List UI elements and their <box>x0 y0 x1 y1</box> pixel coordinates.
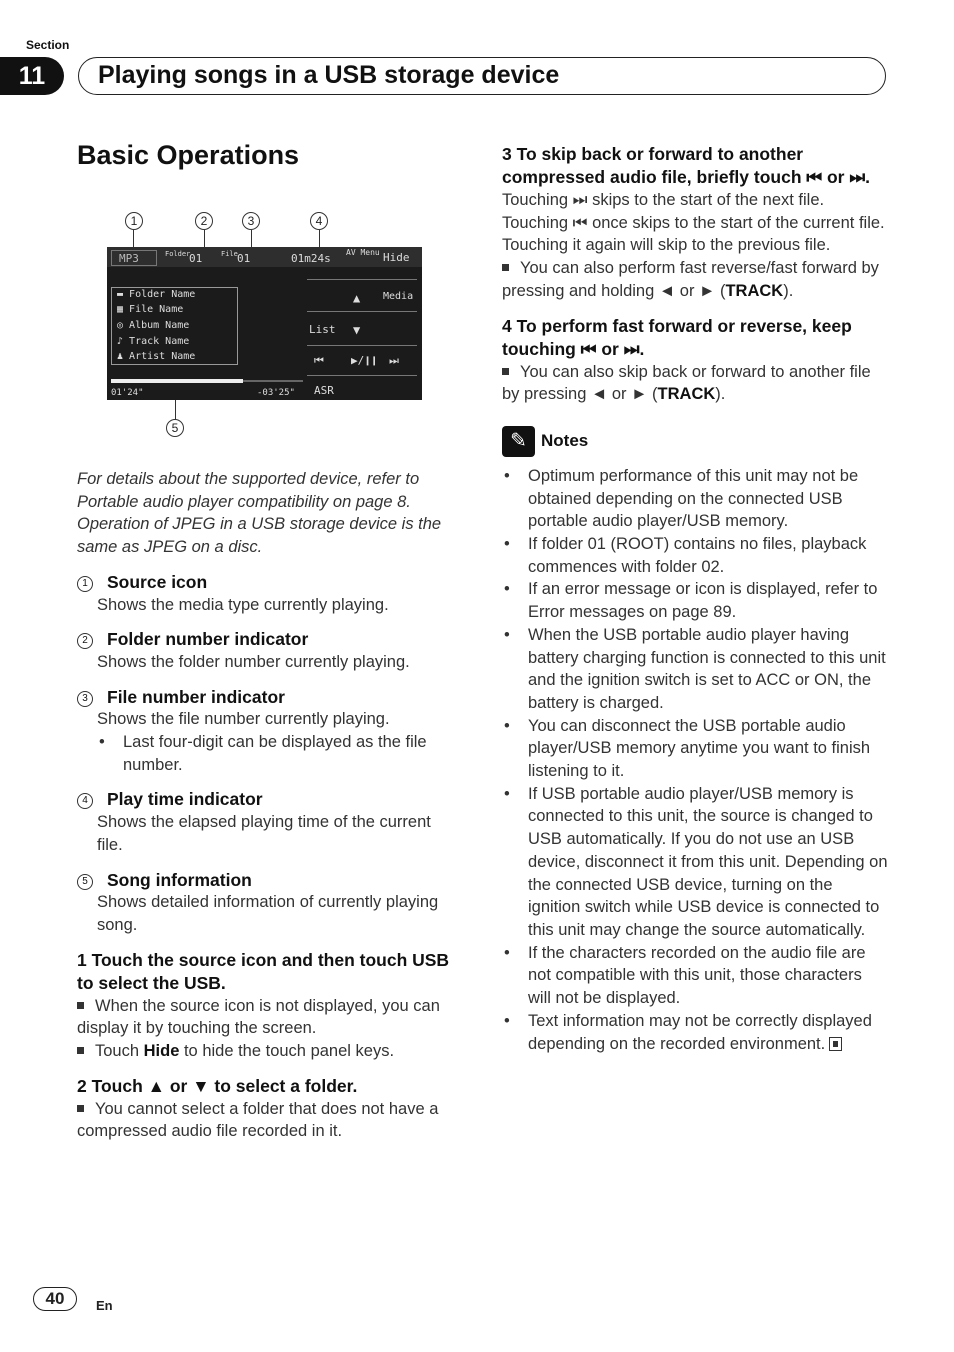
down-arrow-icon: ▼ <box>353 323 361 337</box>
next-track-icon: ⏭ <box>389 354 399 367</box>
av-menu-key: AV Menu <box>346 248 380 257</box>
callout-4: 4 <box>310 212 328 230</box>
file-label: File <box>221 250 238 258</box>
item-song-info: 5 Song information Shows detailed information of currently playing song. <box>77 869 457 937</box>
page-title: Playing songs in a USB storage device <box>98 61 560 89</box>
step-1-note: When the source icon is not displayed, you can display it by touching the screen. <box>77 996 440 1038</box>
note-item: • Optimum performance of this unit may not be obtained depending on the connected USB portable audio player/USB memory. <box>502 465 888 533</box>
callout-3: 3 <box>242 212 260 230</box>
notes-title: Notes <box>541 431 589 451</box>
play-pause-icon: ▶/❙❙ <box>351 354 378 367</box>
callout-2: 2 <box>195 212 213 230</box>
right-column <box>502 143 888 1055</box>
divider <box>307 279 417 280</box>
step-1-title: 1 Touch the source icon and then touch USB to select the USB. <box>77 949 450 993</box>
page-number: 40 <box>33 1287 77 1311</box>
step-2-title: 2 Touch ▲ or ▼ to select a folder. <box>77 1075 358 1096</box>
elapsed-time: 01'24" <box>111 388 144 398</box>
file-number: 01 <box>237 252 251 265</box>
divider <box>307 375 417 376</box>
note-item: • If USB portable audio player/USB memory is connected to this unit, the source is changed to USB automatically. If you do not use an USB device, disconnect it from this unit. Depending on the connected USB device, turning on the ignition switch while USB device is connected to this unit may change the source automatically. <box>502 783 888 942</box>
step-4-title: 4 To perform fast forward or reverse, keep touching ⏮ or ⏭. <box>502 315 852 359</box>
note-item: • You can disconnect the USB portable audio player/USB memory anytime you want to finish listening to it. <box>502 715 888 783</box>
device-screen <box>107 247 422 400</box>
info-track-name: ♪ Track Name <box>117 336 190 347</box>
play-time: 01m24s <box>291 252 331 265</box>
up-arrow-icon: ▲ <box>353 291 361 305</box>
info-artist-name: ♟ Artist Name <box>117 351 196 362</box>
source-icon: MP3 <box>119 252 139 265</box>
divider <box>307 345 417 346</box>
end-mark-icon <box>829 1037 842 1051</box>
section-number: 11 <box>0 57 64 95</box>
divider <box>307 311 417 312</box>
hide-key: Hide <box>383 251 410 264</box>
progress-bar-track <box>243 380 303 382</box>
item-folder-number: 2 Folder number indicator Shows the folder number currently playing. <box>77 628 457 673</box>
note-item: • When the USB portable audio player having battery charging function is connected to this unit and the ignition switch is set to ACC or ON, the battery is charged. <box>502 624 888 715</box>
folder-label: Folder <box>165 250 191 258</box>
item-play-time: 4 Play time indicator Shows the elapsed playing time of the current file. <box>77 788 457 856</box>
remaining-time: -03'25" <box>257 388 295 398</box>
callout-1: 1 <box>125 212 143 230</box>
step-1-note: Touch Hide to hide the touch panel keys. <box>77 1040 457 1063</box>
step-3-body: Touching ⏭ skips to the start of the next file. Touching ⏮ once skips to the start of the current file. Touching it again will skip to the previous file. <box>502 191 885 255</box>
progress-bar-fill <box>111 379 243 383</box>
step-2-note: You cannot select a folder that does not have a compressed audio file recorded in it. <box>77 1099 439 1141</box>
item-source-icon: 1 Source icon Shows the media type currently playing. <box>77 571 457 616</box>
notes-list <box>502 465 888 1055</box>
media-key: Media <box>383 291 414 302</box>
info-file-name: ▦ File Name <box>117 304 184 315</box>
section-heading: Basic Operations <box>77 140 300 170</box>
section-label: Section <box>26 38 70 52</box>
language-code: En <box>96 1298 113 1313</box>
step-3-title: 3 To skip back or forward to another compressed audio file, briefly touch ⏮ or ⏭. <box>502 144 870 187</box>
asr-key: ASR <box>314 384 334 397</box>
folder-number: 01 <box>189 252 203 265</box>
step-4-note: You can also skip back or forward to another file by pressing ◄ or ► (TRACK). <box>502 362 871 404</box>
notes-header <box>502 426 888 457</box>
previous-track-icon: ⏮ <box>314 354 324 367</box>
note-item: • If the characters recorded on the audio file are not compatible with this unit, those characters will not be displayed. <box>502 942 888 1010</box>
note-item: • If an error message or icon is displayed, refer to Error messages on page 89. <box>502 578 888 623</box>
pencil-icon: ✎ <box>502 426 535 457</box>
step-3-note: You can also perform fast reverse/fast forward by pressing and holding ◄ or ► (TRACK). <box>502 259 879 300</box>
info-album-name: ◎ Album Name <box>117 320 190 331</box>
list-key: List <box>309 323 336 336</box>
note-item: • Text information may not be correctly displayed depending on the recorded environment. <box>502 1010 888 1055</box>
info-folder-name: ▬ Folder Name <box>117 289 196 300</box>
note-item: • If folder 01 (ROOT) contains no files, playback commences with folder 02. <box>502 533 888 578</box>
left-column <box>77 468 457 1143</box>
intro-text: For details about the supported device, refer to Portable audio player compatibility on page 8. Operation of JPEG in a USB storage device is the same as JPEG on a disc. <box>77 470 442 557</box>
item-file-number: 3 File number indicator Shows the file number currently playing. • Last four-digit can be displayed as the file number. <box>77 686 457 777</box>
callout-5: 5 <box>166 419 184 437</box>
